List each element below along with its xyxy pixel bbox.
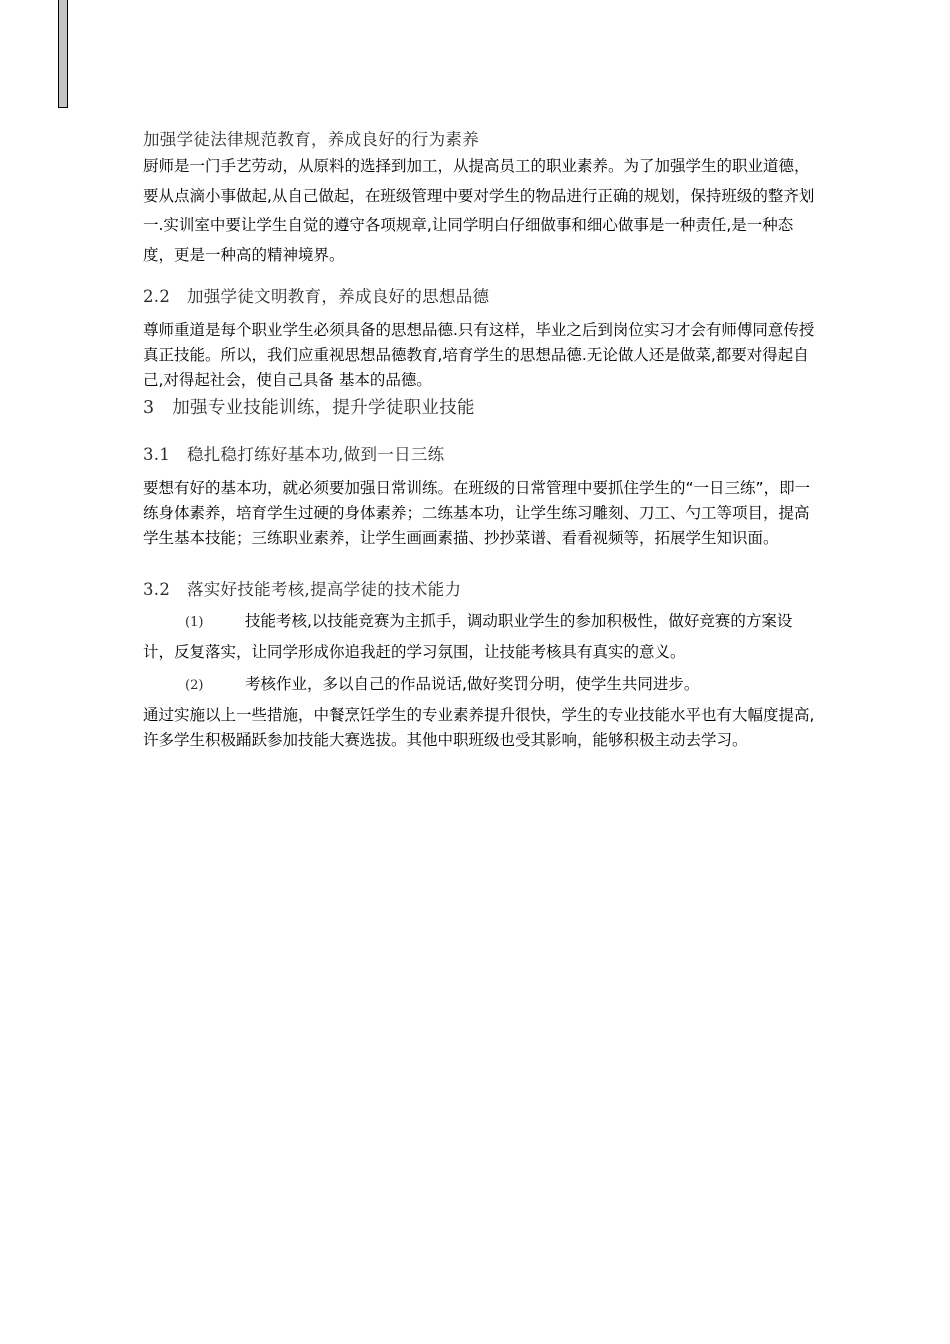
heading-3-1: 3.1 稳扎稳打练好基本功,做到一日三练 <box>143 445 445 464</box>
page-edge-bar <box>58 0 68 108</box>
heading-3-2: 3.2 落实好技能考核,提高学徒的技术能力 <box>143 580 462 599</box>
list-item-skill-assessment <box>143 607 815 667</box>
heading-legal-education: 加强学徒法律规范教育，养成良好的行为素养 <box>143 130 479 149</box>
list-item-homework <box>143 670 815 701</box>
paragraph-chef-craft: 厨师是一门手艺劳动，从原料的选择到加工，从提高员工的职业素养。为了加强学生的职业道德，要从点滴小事做起,从自己做起，在班级管理中要对学生的物品进行正确的规划，保持班级的整齐划一.实训室中要让学生自觉的遵守各项规章,让同学明白仔细做事和细心做事是一种责任,是一种态度，更是一种高的精神境界。 <box>143 157 815 264</box>
list-item-number: (2) <box>185 678 204 693</box>
heading-2-2: 2.2 加强学徒文明教育，养成良好的思想品德 <box>143 287 490 306</box>
paragraph-respect-teachers: 尊师重道是每个职业学生必须具备的思想品德.只有这样，毕业之后到岗位实习才会有师傅同意传授真正技能。所以，我们应重视思想品德教育,培育学生的思想品德.无论做人还是做菜,都要对得起自己,对得起社会，使自己具备 基本的品德。 <box>143 321 815 389</box>
list-item-text: 技能考核,以技能竞赛为主抓手，调动职业学生的参加积极性，做好竞赛的方案设计，反复落实，让同学形成你追我赶的学习氛围，让技能考核具有真实的意义。 <box>143 612 793 661</box>
heading-3: 3 加强专业技能训练，提升学徒职业技能 <box>143 398 475 418</box>
list-item-number: (1) <box>185 615 204 630</box>
paragraph-conclusion: 通过实施以上一些措施，中餐烹饪学生的专业素养提升很快，学生的专业技能水平也有大幅度提高,许多学生积极踊跃参加技能大赛选拔。其他中职班级也受其影响，能够积极主动去学习。 <box>143 706 815 749</box>
list-item-text: 考核作业，多以自己的作品说话,做好奖罚分明，使学生共同进步。 <box>245 675 700 693</box>
paragraph-daily-training: 要想有好的基本功，就必须要加强日常训练。在班级的日常管理中要抓住学生的“一日三练”，即一练身体素养，培育学生过硬的身体素养；二练基本功，让学生练习雕刻、刀工、勺工等项目，提高学生基本技能；三练职业素养，让学生画画素描、抄抄菜谱、看看视频等，拓展学生知识面。 <box>143 479 811 547</box>
